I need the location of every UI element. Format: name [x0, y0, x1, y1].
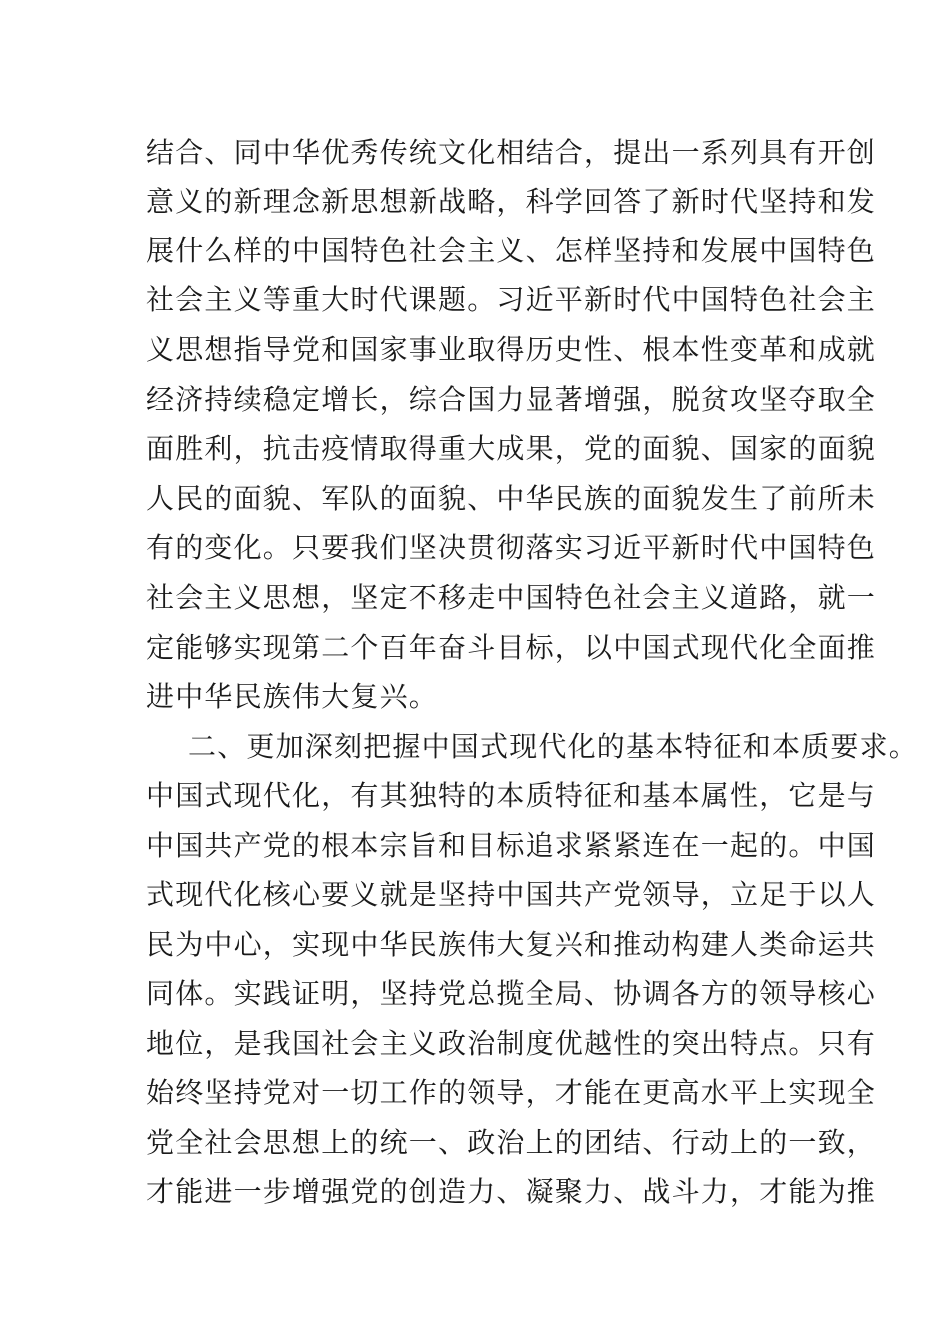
text-line: 社会主义思想，坚定不移走中国特色社会主义道路，就一 [146, 581, 877, 614]
text-line: 经济持续稳定增长，综合国力显著增强，脱贫攻坚夺取全 [146, 383, 877, 416]
text-line: 中国式现代化，有其独特的本质特征和基本属性，它是与 [146, 779, 877, 812]
text-line: 进中华民族伟大复兴。 [146, 680, 439, 713]
text-line: 民为中心，实现中华民族伟大复兴和推动构建人类命运共 [146, 928, 877, 961]
text-line: 式现代化核心要义就是坚持中国共产党领导，立足于以人 [146, 878, 877, 911]
text-line: 中国共产党的根本宗旨和目标追求紧紧连在一起的。中国 [146, 829, 877, 862]
text-line: 结合、同中华优秀传统文化相结合，提出一系列具有开创 [146, 136, 877, 169]
text-line: 意义的新理念新思想新战略，科学回答了新时代坚持和发 [146, 185, 877, 218]
text-line: 展什么样的中国特色社会主义、怎样坚持和发展中国特色 [146, 234, 877, 267]
text-line: 同体。实践证明，坚持党总揽全局、协调各方的领导核心 [146, 977, 877, 1010]
section-heading-line: 二、更加深刻把握中国式现代化的基本特征和本质要求。 [188, 730, 919, 763]
text-line: 面胜利，抗击疫情取得重大成果，党的面貌、国家的面貌 [146, 432, 877, 465]
text-line: 有的变化。只要我们坚决贯彻落实习近平新时代中国特色 [146, 531, 877, 564]
text-line: 党全社会思想上的统一、政治上的团结、行动上的一致， [146, 1126, 877, 1159]
text-line: 人民的面貌、军队的面貌、中华民族的面貌发生了前所未 [146, 482, 877, 515]
text-line: 地位，是我国社会主义政治制度优越性的突出特点。只有 [146, 1027, 877, 1060]
text-line: 定能够实现第二个百年奋斗目标，以中国式现代化全面推 [146, 631, 877, 664]
text-line: 才能进一步增强党的创造力、凝聚力、战斗力，才能为推 [146, 1175, 877, 1208]
text-line: 义思想指导党和国家事业取得历史性、根本性变革和成就 [146, 333, 877, 366]
text-line: 社会主义等重大时代课题。习近平新时代中国特色社会主 [146, 283, 877, 316]
text-line: 始终坚持党对一切工作的领导，才能在更高水平上实现全 [146, 1076, 877, 1109]
